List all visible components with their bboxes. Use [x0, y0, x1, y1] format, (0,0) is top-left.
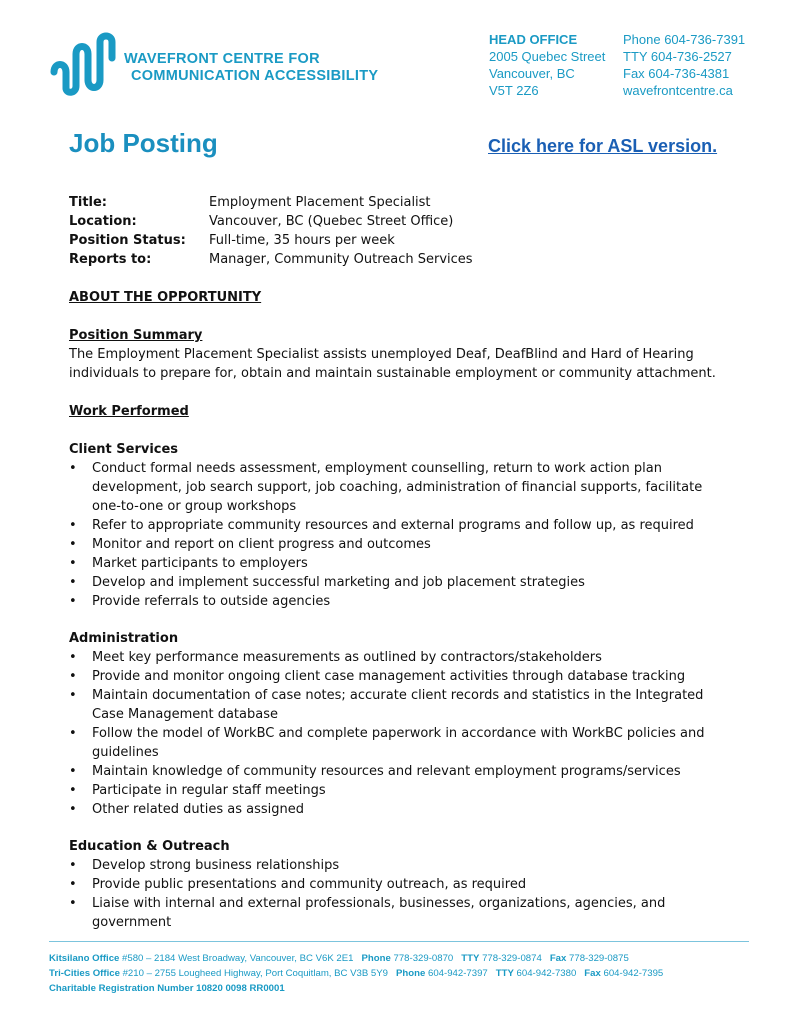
administration-list [69, 648, 732, 819]
footer-charity-number: Charitable Registration Number 10820 0098 RR0001 [49, 983, 285, 994]
list-item: • Liaise with internal and external professionals, businesses, organizations, agencies, and government [69, 894, 732, 932]
asl-version-link[interactable]: Click here for ASL version. [488, 136, 718, 156]
footer-tri-cities: Tri-Cities Office #210 – 2755 Lougheed Highway, Port Coquitlam, BC V3B 5Y9 Phone 604-942-7397 TTY 604-942-7380 Fax 604-942-7395 [49, 968, 664, 979]
head-office-block [489, 31, 605, 99]
detail-row [69, 231, 473, 250]
detail-label: Location: [69, 214, 137, 229]
address-line2: Vancouver, BC [489, 66, 575, 81]
client-services-heading: Client Services [69, 442, 179, 457]
summary-line: The Employment Placement Specialist assists unemployed Deaf, DeafBlind and Hard of Hearing [69, 347, 694, 362]
list-item: • Refer to appropriate community resources and external programs and follow up, as required [69, 516, 732, 535]
education-outreach-heading: Education & Outreach [69, 839, 230, 854]
list-item: • Other related duties as assigned [69, 800, 732, 819]
detail-value: Employment Placement Specialist [209, 195, 431, 210]
list-item: • Provide and monitor ongoing client case management activities through database tracking [69, 667, 732, 686]
work-performed-heading: Work Performed [69, 404, 189, 419]
footer-divider [49, 941, 749, 942]
list-item: • Conduct formal needs assessment, employment counselling, return to work action plan development, job search support, job coaching, administration of financial supports, facilitate one-to-one or group workshops [69, 459, 732, 516]
head-office-label: HEAD OFFICE [489, 32, 578, 47]
detail-value: Full-time, 35 hours per week [209, 233, 395, 248]
detail-value: Manager, Community Outreach Services [209, 252, 473, 267]
list-item: • Provide referrals to outside agencies [69, 592, 732, 611]
page-title: Job Posting [69, 128, 218, 158]
education-outreach-section [69, 837, 732, 932]
administration-section [69, 629, 732, 819]
detail-label: Position Status: [69, 233, 186, 248]
detail-label: Reports to: [69, 252, 152, 267]
list-item: • Follow the model of WorkBC and complete paperwork in accordance with WorkBC policies and guidelines [69, 724, 732, 762]
summary-heading: Position Summary [69, 328, 203, 343]
list-item: • Maintain documentation of case notes; accurate client records and statistics in the Integrated Case Management database [69, 686, 732, 724]
about-heading: ABOUT THE OPPORTUNITY [69, 290, 262, 305]
address-line3: V5T 2Z6 [489, 83, 539, 98]
list-item: • Develop and implement successful marketing and job placement strategies [69, 573, 732, 592]
detail-row [69, 193, 473, 212]
contact-numbers [623, 31, 745, 99]
website-link[interactable]: wavefrontcentre.ca [623, 83, 733, 98]
wavefront-logo [48, 28, 120, 100]
org-name-line2: COMMUNICATION ACCESSIBILITY [131, 68, 379, 84]
footer-kitsilano: Kitsilano Office #580 – 2184 West Broadway, Vancouver, BC V6K 2E1 Phone 778-329-0870 TTY 778-329-0874 Fax 778-329-0875 [49, 953, 629, 964]
list-item: • Provide public presentations and community outreach, as required [69, 875, 732, 894]
detail-label: Title: [69, 195, 108, 210]
address-line1: 2005 Quebec Street [489, 49, 606, 64]
fax-number: Fax 604-736-4381 [623, 66, 730, 81]
administration-heading: Administration [69, 631, 179, 646]
education-outreach-list [69, 856, 732, 932]
list-item: • Market participants to employers [69, 554, 732, 573]
position-summary [69, 326, 716, 383]
detail-row [69, 212, 473, 231]
job-details [69, 193, 473, 269]
list-item: • Participate in regular staff meetings [69, 781, 732, 800]
list-item: • Maintain knowledge of community resources and relevant employment programs/services [69, 762, 732, 781]
client-services-section [69, 440, 732, 611]
summary-line: individuals to prepare for, obtain and maintain sustainable employment or community attachment. [69, 366, 716, 381]
list-item: • Monitor and report on client progress and outcomes [69, 535, 732, 554]
org-name-line1: WAVEFRONT CENTRE FOR [124, 51, 320, 67]
tty-number: TTY 604-736-2527 [623, 49, 732, 64]
list-item: • Develop strong business relationships [69, 856, 732, 875]
detail-row [69, 250, 473, 269]
client-services-list [69, 459, 732, 611]
list-item: • Meet key performance measurements as outlined by contractors/stakeholders [69, 648, 732, 667]
phone-number: Phone 604-736-7391 [623, 32, 746, 47]
detail-value: Vancouver, BC (Quebec Street Office) [209, 214, 454, 229]
